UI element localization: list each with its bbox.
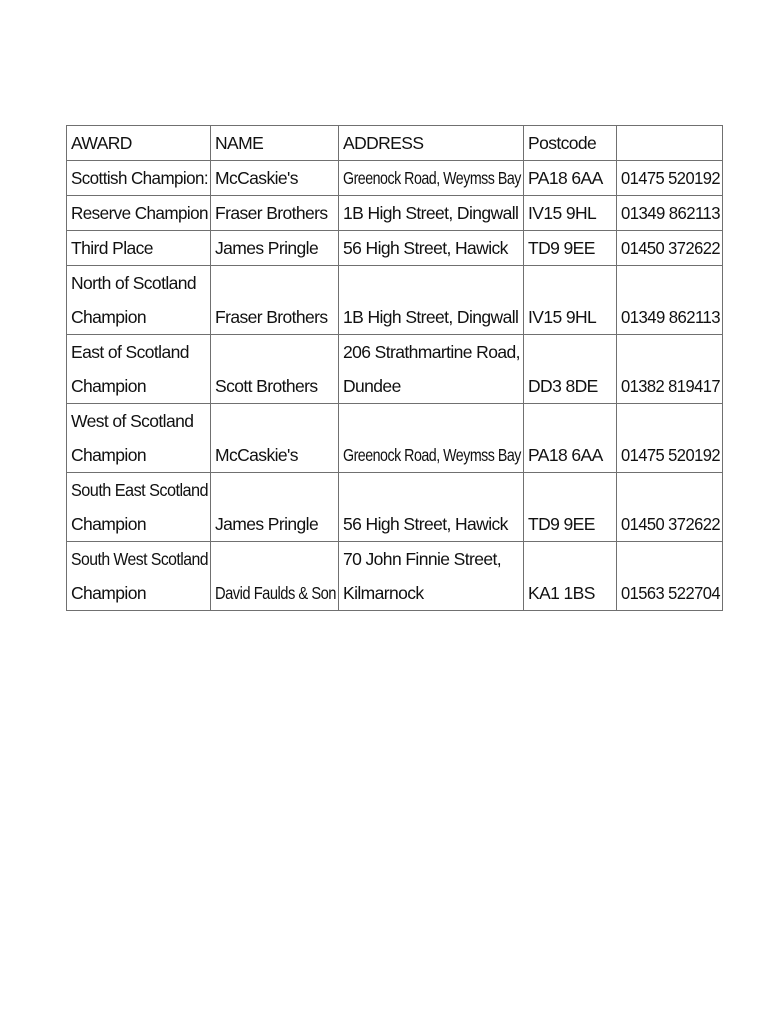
- postcode-cell: TD9 9EE: [524, 231, 617, 266]
- award-cell: [67, 542, 211, 611]
- award-line: South East Scotland: [71, 480, 209, 500]
- postcode-cell: PA18 6AA: [524, 161, 617, 196]
- postcode-cell: TD9 9EE: [524, 473, 617, 542]
- table-row: [67, 196, 723, 231]
- table-row: [67, 231, 723, 266]
- table-row: [67, 473, 723, 542]
- award-line: Champion: [71, 514, 146, 534]
- address-line: 206 Strathmartine Road,: [343, 342, 520, 362]
- address-cell: [339, 161, 524, 196]
- table-row: [67, 542, 723, 611]
- phone-cell: 01475 520192: [617, 404, 723, 473]
- table-row: [67, 161, 723, 196]
- award-line: Champion: [71, 445, 146, 465]
- address-line: 1B High Street, Dingwall: [343, 203, 519, 223]
- name-cell: Scott Brothers: [211, 335, 339, 404]
- table-row: [67, 266, 723, 335]
- award-cell: [67, 473, 211, 542]
- address-line: Greenock Road, Weymss Bay: [343, 168, 521, 188]
- address-line: 1B High Street, Dingwall: [343, 307, 519, 327]
- phone-cell: 01450 372622: [617, 231, 723, 266]
- address-line: Kilmarnock: [343, 583, 424, 603]
- award-cell: [67, 335, 211, 404]
- address-cell: [339, 542, 524, 611]
- postcode-cell: KA1 1BS: [524, 542, 617, 611]
- header-name: NAME: [211, 126, 339, 161]
- award-line: North of Scotland: [71, 273, 197, 293]
- award-line: East of Scotland: [71, 342, 189, 362]
- postcode-cell: IV15 9HL: [524, 266, 617, 335]
- name-cell: McCaskie's: [211, 161, 339, 196]
- name-cell: James Pringle: [211, 231, 339, 266]
- award-line: Reserve Champion: [71, 203, 208, 223]
- award-cell: [67, 266, 211, 335]
- address-line: 70 John Finnie Street,: [343, 549, 502, 569]
- header-award: AWARD: [67, 126, 211, 161]
- address-cell: [339, 404, 524, 473]
- award-cell: [67, 161, 211, 196]
- name-cell: David Faulds & Son: [211, 542, 339, 611]
- award-cell: [67, 196, 211, 231]
- address-line: Greenock Road, Weymss Bay: [343, 445, 521, 465]
- phone-cell: 01563 522704: [617, 542, 723, 611]
- postcode-cell: PA18 6AA: [524, 404, 617, 473]
- table-row: [67, 404, 723, 473]
- phone-cell: 01475 520192: [617, 161, 723, 196]
- award-cell: [67, 404, 211, 473]
- awards-table: [66, 125, 723, 611]
- award-cell: [67, 231, 211, 266]
- address-cell: [339, 266, 524, 335]
- name-cell: James Pringle: [211, 473, 339, 542]
- header-phone: [617, 126, 723, 161]
- address-cell: [339, 335, 524, 404]
- award-line: Scottish Champion:: [71, 168, 209, 188]
- award-line: West of Scotland: [71, 411, 194, 431]
- award-line: Champion: [71, 307, 146, 327]
- postcode-cell: DD3 8DE: [524, 335, 617, 404]
- award-line: South West Scotland: [71, 549, 209, 569]
- name-cell: Fraser Brothers: [211, 196, 339, 231]
- award-line: Champion: [71, 583, 146, 603]
- address-cell: [339, 473, 524, 542]
- name-cell: Fraser Brothers: [211, 266, 339, 335]
- header-postcode: Postcode: [524, 126, 617, 161]
- phone-cell: 01382 819417: [617, 335, 723, 404]
- award-line: Champion: [71, 376, 146, 396]
- award-line: Third Place: [71, 238, 153, 258]
- table-header-row: [67, 126, 723, 161]
- phone-cell: 01349 862113: [617, 266, 723, 335]
- phone-cell: 01450 372622: [617, 473, 723, 542]
- postcode-cell: IV15 9HL: [524, 196, 617, 231]
- phone-cell: 01349 862113: [617, 196, 723, 231]
- address-line: 56 High Street, Hawick: [343, 238, 508, 258]
- address-cell: [339, 196, 524, 231]
- address-line: 56 High Street, Hawick: [343, 514, 508, 534]
- address-line: Dundee: [343, 376, 401, 396]
- name-cell: McCaskie's: [211, 404, 339, 473]
- table-row: [67, 335, 723, 404]
- address-cell: [339, 231, 524, 266]
- header-address: ADDRESS: [339, 126, 524, 161]
